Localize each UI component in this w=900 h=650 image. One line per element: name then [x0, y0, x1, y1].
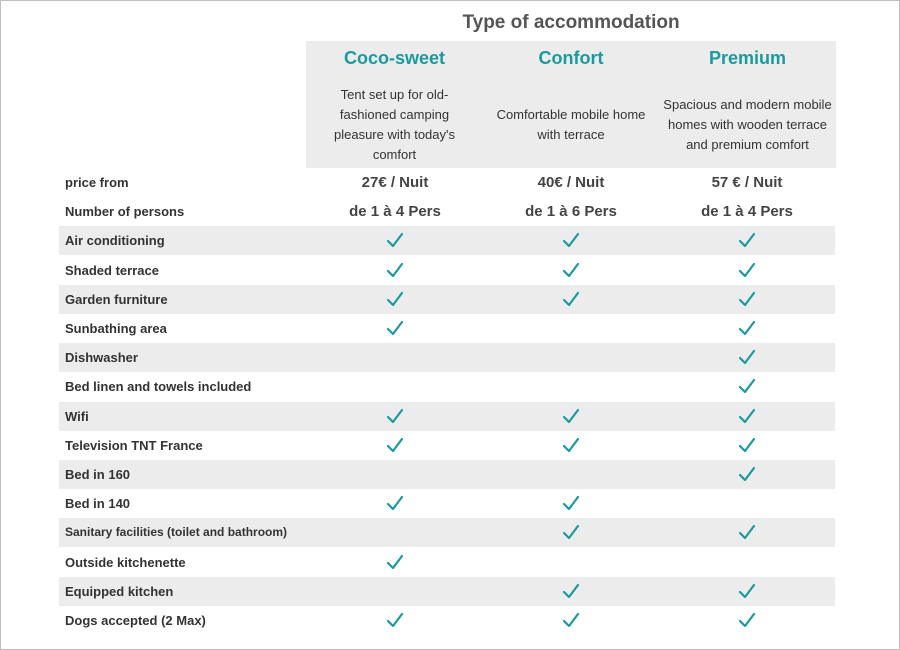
- checkmark-icon: [561, 581, 581, 601]
- table-row: [59, 460, 835, 489]
- checkmark-icon: [737, 464, 757, 484]
- row-label: Sunbathing area: [65, 321, 167, 336]
- plan-description: Tent set up for old-fashioned camping pleasure with today's comfort: [334, 86, 455, 162]
- checkmark-icon: [737, 376, 757, 396]
- value-cell: de 1 à 6 Pers: [525, 203, 617, 220]
- table-row: [59, 226, 835, 255]
- plan-column-premium: [659, 41, 836, 168]
- table-row: [59, 314, 835, 343]
- checkmark-icon: [561, 230, 581, 250]
- checkmark-icon: [737, 406, 757, 426]
- checkmark-icon: [561, 406, 581, 426]
- checkmark-icon: [385, 318, 405, 338]
- table-row: [59, 606, 835, 635]
- row-label: Number of persons: [65, 204, 185, 219]
- plan-name: Premium: [708, 48, 787, 68]
- row-label: Equipped kitchen: [65, 584, 174, 599]
- value-cell: 57 € / Nuit: [711, 174, 783, 191]
- row-label: price from: [65, 175, 129, 190]
- checkmark-icon: [737, 230, 757, 250]
- row-label: Dishwasher: [65, 350, 138, 365]
- table-title: Type of accommodation: [462, 12, 680, 33]
- checkmark-icon: [385, 610, 405, 630]
- plan-name: Coco-sweet: [343, 48, 446, 68]
- plan-column-confort: [483, 41, 659, 168]
- table-row: [59, 256, 835, 285]
- value-cell: 40€ / Nuit: [537, 174, 605, 191]
- row-label: Bed in 160: [65, 467, 131, 482]
- checkmark-icon: [385, 230, 405, 250]
- table-row: [59, 577, 835, 606]
- checkmark-icon: [385, 435, 405, 455]
- checkmark-icon: [385, 260, 405, 280]
- checkmark-icon: [561, 610, 581, 630]
- table-row: [59, 548, 835, 577]
- plan-description: Comfortable mobile home with terrace: [496, 106, 646, 142]
- checkmark-icon: [737, 610, 757, 630]
- table-row: [59, 431, 835, 460]
- checkmark-icon: [385, 289, 405, 309]
- checkmark-icon: [737, 289, 757, 309]
- checkmark-icon: [737, 347, 757, 367]
- checkmark-icon: [561, 260, 581, 280]
- checkmark-icon: [737, 522, 757, 542]
- checkmark-icon: [737, 260, 757, 280]
- table-row: [59, 372, 835, 401]
- table-row: [59, 168, 835, 197]
- value-cell: de 1 à 4 Pers: [701, 203, 793, 220]
- table-row: [59, 285, 835, 314]
- row-label: Shaded terrace: [65, 263, 159, 278]
- row-label: Dogs accepted (2 Max): [65, 613, 206, 628]
- row-label: Garden furniture: [65, 292, 168, 307]
- plan-column-coco-sweet: [306, 41, 483, 168]
- row-label: Outside kitchenette: [65, 555, 186, 570]
- row-label: Television TNT France: [65, 438, 203, 453]
- table-row: [59, 518, 835, 547]
- checkmark-icon: [561, 522, 581, 542]
- table-row: [59, 343, 835, 372]
- checkmark-icon: [737, 435, 757, 455]
- checkmark-icon: [385, 552, 405, 572]
- row-label: Sanitary facilities (toilet and bathroom): [65, 525, 288, 539]
- row-label: Bed linen and towels included: [65, 379, 252, 394]
- table-row: [59, 197, 835, 226]
- checkmark-icon: [561, 435, 581, 455]
- checkmark-icon: [385, 493, 405, 513]
- row-label: Wifi: [65, 409, 89, 424]
- checkmark-icon: [385, 406, 405, 426]
- value-cell: de 1 à 4 Pers: [349, 203, 441, 220]
- checkmark-icon: [737, 318, 757, 338]
- table-row: [59, 489, 835, 518]
- table-row: [59, 402, 835, 431]
- checkmark-icon: [561, 289, 581, 309]
- row-label: Bed in 140: [65, 496, 131, 511]
- plan-name: Confort: [538, 48, 604, 68]
- value-cell: 27€ / Nuit: [361, 174, 429, 191]
- checkmark-icon: [561, 493, 581, 513]
- plan-description: Spacious and modern mobile homes with wooden terrace and premium comfort: [663, 96, 832, 152]
- checkmark-icon: [737, 581, 757, 601]
- row-label: Air conditioning: [65, 233, 165, 248]
